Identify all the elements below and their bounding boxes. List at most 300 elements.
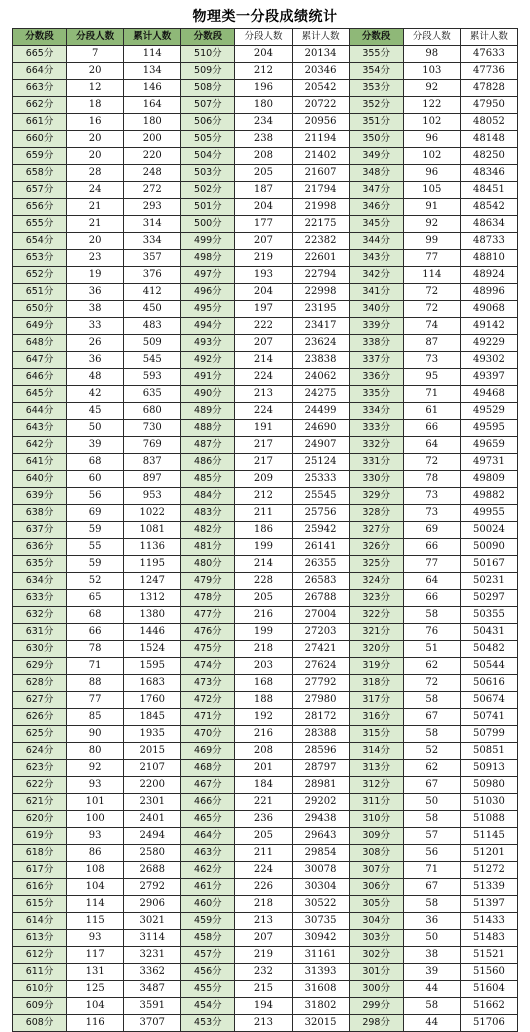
score-range-cell: 653分	[13, 250, 67, 267]
score-range-cell: 641分	[13, 454, 67, 471]
segment-count-cell: 78	[403, 471, 460, 488]
segment-count-cell: 91	[403, 199, 460, 216]
score-range-cell: 459分	[181, 913, 235, 930]
segment-count-cell: 85	[67, 709, 124, 726]
score-range-cell: 481分	[181, 539, 235, 556]
cumulative-count-cell: 50674	[460, 692, 517, 709]
score-range-cell: 309分	[349, 828, 403, 845]
segment-count-cell: 72	[403, 284, 460, 301]
table-row	[13, 607, 518, 624]
score-range-cell: 326分	[349, 539, 403, 556]
cumulative-count-cell: 22175	[292, 216, 349, 233]
score-range-cell: 318分	[349, 675, 403, 692]
score-range-cell: 314分	[349, 743, 403, 760]
header-score-range-2: 分数段	[181, 29, 235, 46]
cumulative-count-cell: 50024	[460, 522, 517, 539]
score-range-cell: 620分	[13, 811, 67, 828]
score-range-cell: 652分	[13, 267, 67, 284]
segment-count-cell: 216	[235, 726, 292, 743]
segment-count-cell: 50	[403, 930, 460, 947]
segment-count-cell: 99	[403, 233, 460, 250]
segment-count-cell: 228	[235, 573, 292, 590]
score-range-cell: 656分	[13, 199, 67, 216]
score-range-cell: 630分	[13, 641, 67, 658]
score-range-cell: 480分	[181, 556, 235, 573]
score-range-cell: 453分	[181, 1015, 235, 1032]
score-range-cell: 492分	[181, 352, 235, 369]
cumulative-count-cell: 51088	[460, 811, 517, 828]
cumulative-count-cell: 50616	[460, 675, 517, 692]
table-row	[13, 760, 518, 777]
score-range-cell: 344分	[349, 233, 403, 250]
score-range-cell: 473分	[181, 675, 235, 692]
table-row	[13, 63, 518, 80]
cumulative-count-cell: 51662	[460, 998, 517, 1015]
segment-count-cell: 77	[67, 692, 124, 709]
segment-count-cell: 192	[235, 709, 292, 726]
score-range-cell: 613分	[13, 930, 67, 947]
segment-count-cell: 77	[403, 250, 460, 267]
score-range-cell: 343分	[349, 250, 403, 267]
score-range-cell: 455分	[181, 981, 235, 998]
segment-count-cell: 208	[235, 148, 292, 165]
cumulative-count-cell: 48148	[460, 131, 517, 148]
cumulative-count-cell: 28596	[292, 743, 349, 760]
segment-count-cell: 72	[403, 454, 460, 471]
score-range-cell: 494分	[181, 318, 235, 335]
segment-count-cell: 77	[403, 556, 460, 573]
score-range-cell: 629分	[13, 658, 67, 675]
cumulative-count-cell: 220	[124, 148, 181, 165]
score-range-cell: 311分	[349, 794, 403, 811]
segment-count-cell: 168	[235, 675, 292, 692]
segment-count-cell: 224	[235, 403, 292, 420]
segment-count-cell: 28	[67, 165, 124, 182]
cumulative-count-cell: 50231	[460, 573, 517, 590]
cumulative-count-cell: 21402	[292, 148, 349, 165]
cumulative-count-cell: 146	[124, 80, 181, 97]
score-range-cell: 651分	[13, 284, 67, 301]
cumulative-count-cell: 49468	[460, 386, 517, 403]
score-range-cell: 304分	[349, 913, 403, 930]
score-range-cell: 624分	[13, 743, 67, 760]
table-row	[13, 216, 518, 233]
segment-count-cell: 62	[403, 760, 460, 777]
segment-count-cell: 208	[235, 743, 292, 760]
segment-count-cell: 93	[67, 930, 124, 947]
cumulative-count-cell: 334	[124, 233, 181, 250]
segment-count-cell: 16	[67, 114, 124, 131]
cumulative-count-cell: 24499	[292, 403, 349, 420]
score-range-cell: 340分	[349, 301, 403, 318]
segment-count-cell: 217	[235, 437, 292, 454]
segment-count-cell: 60	[67, 471, 124, 488]
segment-count-cell: 72	[403, 301, 460, 318]
cumulative-count-cell: 50431	[460, 624, 517, 641]
segment-count-cell: 21	[67, 216, 124, 233]
segment-count-cell: 61	[403, 403, 460, 420]
table-row	[13, 114, 518, 131]
cumulative-count-cell: 48810	[460, 250, 517, 267]
table-row	[13, 913, 518, 930]
segment-count-cell: 186	[235, 522, 292, 539]
segment-count-cell: 102	[403, 114, 460, 131]
score-range-cell: 640分	[13, 471, 67, 488]
cumulative-count-cell: 2200	[124, 777, 181, 794]
score-range-cell: 300分	[349, 981, 403, 998]
segment-count-cell: 194	[235, 998, 292, 1015]
score-range-cell: 336分	[349, 369, 403, 386]
score-range-cell: 635分	[13, 556, 67, 573]
score-range-cell: 355分	[349, 46, 403, 63]
cumulative-count-cell: 3591	[124, 998, 181, 1015]
segment-count-cell: 184	[235, 777, 292, 794]
segment-count-cell: 177	[235, 216, 292, 233]
cumulative-count-cell: 50741	[460, 709, 517, 726]
cumulative-count-cell: 314	[124, 216, 181, 233]
score-range-cell: 649分	[13, 318, 67, 335]
segment-count-cell: 180	[235, 97, 292, 114]
cumulative-count-cell: 1312	[124, 590, 181, 607]
score-range-cell: 321分	[349, 624, 403, 641]
score-range-cell: 661分	[13, 114, 67, 131]
score-range-cell: 639分	[13, 488, 67, 505]
cumulative-count-cell: 31608	[292, 981, 349, 998]
cumulative-count-cell: 1195	[124, 556, 181, 573]
table-row	[13, 828, 518, 845]
cumulative-count-cell: 21194	[292, 131, 349, 148]
segment-count-cell: 88	[67, 675, 124, 692]
cumulative-count-cell: 680	[124, 403, 181, 420]
score-range-cell: 310分	[349, 811, 403, 828]
score-range-cell: 634分	[13, 573, 67, 590]
score-range-cell: 483分	[181, 505, 235, 522]
segment-count-cell: 234	[235, 114, 292, 131]
score-range-cell: 312分	[349, 777, 403, 794]
segment-count-cell: 24	[67, 182, 124, 199]
score-range-cell: 627分	[13, 692, 67, 709]
cumulative-count-cell: 51030	[460, 794, 517, 811]
score-range-cell: 463分	[181, 845, 235, 862]
score-range-cell: 330分	[349, 471, 403, 488]
cumulative-count-cell: 51272	[460, 862, 517, 879]
segment-count-cell: 103	[403, 63, 460, 80]
cumulative-count-cell: 1524	[124, 641, 181, 658]
segment-count-cell: 238	[235, 131, 292, 148]
table-row	[13, 165, 518, 182]
score-range-cell: 508分	[181, 80, 235, 97]
score-range-cell: 299分	[349, 998, 403, 1015]
cumulative-count-cell: 27004	[292, 607, 349, 624]
cumulative-count-cell: 24907	[292, 437, 349, 454]
cumulative-count-cell: 21998	[292, 199, 349, 216]
segment-count-cell: 48	[67, 369, 124, 386]
score-range-cell: 470分	[181, 726, 235, 743]
table-row	[13, 896, 518, 913]
score-range-cell: 456分	[181, 964, 235, 981]
score-range-cell: 346分	[349, 199, 403, 216]
segment-count-cell: 73	[403, 352, 460, 369]
score-range-cell: 467分	[181, 777, 235, 794]
segment-count-cell: 207	[235, 233, 292, 250]
header-cumulative-count-3: 累计人数	[460, 29, 517, 46]
cumulative-count-cell: 509	[124, 335, 181, 352]
cumulative-count-cell: 730	[124, 420, 181, 437]
score-range-cell: 493分	[181, 335, 235, 352]
score-range-cell: 320分	[349, 641, 403, 658]
cumulative-count-cell: 27421	[292, 641, 349, 658]
cumulative-count-cell: 24062	[292, 369, 349, 386]
segment-count-cell: 71	[403, 862, 460, 879]
table-row	[13, 148, 518, 165]
segment-count-cell: 52	[403, 743, 460, 760]
score-range-cell: 353分	[349, 80, 403, 97]
cumulative-count-cell: 50090	[460, 539, 517, 556]
segment-count-cell: 204	[235, 199, 292, 216]
score-range-cell: 341分	[349, 284, 403, 301]
table-row	[13, 624, 518, 641]
score-range-cell: 501分	[181, 199, 235, 216]
table-row	[13, 80, 518, 97]
segment-count-cell: 66	[403, 420, 460, 437]
cumulative-count-cell: 837	[124, 454, 181, 471]
cumulative-count-cell: 23838	[292, 352, 349, 369]
segment-count-cell: 197	[235, 301, 292, 318]
score-range-cell: 485分	[181, 471, 235, 488]
cumulative-count-cell: 51201	[460, 845, 517, 862]
score-range-cell: 657分	[13, 182, 67, 199]
segment-count-cell: 199	[235, 539, 292, 556]
table-row	[13, 420, 518, 437]
cumulative-count-cell: 1683	[124, 675, 181, 692]
table-row	[13, 998, 518, 1015]
score-range-cell: 324分	[349, 573, 403, 590]
table-row	[13, 403, 518, 420]
segment-count-cell: 218	[235, 641, 292, 658]
cumulative-count-cell: 50799	[460, 726, 517, 743]
score-range-cell: 345分	[349, 216, 403, 233]
header-cumulative-count-2: 累计人数	[292, 29, 349, 46]
segment-count-cell: 67	[403, 709, 460, 726]
score-range-cell: 458分	[181, 930, 235, 947]
segment-count-cell: 18	[67, 97, 124, 114]
cumulative-count-cell: 2792	[124, 879, 181, 896]
score-range-cell: 464分	[181, 828, 235, 845]
segment-count-cell: 93	[67, 777, 124, 794]
cumulative-count-cell: 50913	[460, 760, 517, 777]
score-range-cell: 349分	[349, 148, 403, 165]
segment-count-cell: 100	[67, 811, 124, 828]
cumulative-count-cell: 49397	[460, 369, 517, 386]
cumulative-count-cell: 22998	[292, 284, 349, 301]
cumulative-count-cell: 1380	[124, 607, 181, 624]
cumulative-count-cell: 1935	[124, 726, 181, 743]
table-row	[13, 743, 518, 760]
score-range-cell: 621分	[13, 794, 67, 811]
segment-count-cell: 196	[235, 80, 292, 97]
table-row	[13, 301, 518, 318]
cumulative-count-cell: 20346	[292, 63, 349, 80]
segment-count-cell: 20	[67, 63, 124, 80]
segment-count-cell: 80	[67, 743, 124, 760]
segment-count-cell: 211	[235, 845, 292, 862]
cumulative-count-cell: 48052	[460, 114, 517, 131]
table-row	[13, 505, 518, 522]
cumulative-count-cell: 24275	[292, 386, 349, 403]
segment-count-cell: 51	[403, 641, 460, 658]
table-row	[13, 692, 518, 709]
segment-count-cell: 59	[67, 556, 124, 573]
cumulative-count-cell: 897	[124, 471, 181, 488]
score-range-cell: 625分	[13, 726, 67, 743]
segment-count-cell: 215	[235, 981, 292, 998]
table-row	[13, 709, 518, 726]
score-range-cell: 665分	[13, 46, 67, 63]
segment-count-cell: 201	[235, 760, 292, 777]
cumulative-count-cell: 593	[124, 369, 181, 386]
cumulative-count-cell: 49955	[460, 505, 517, 522]
cumulative-count-cell: 2906	[124, 896, 181, 913]
score-range-cell: 477分	[181, 607, 235, 624]
segment-count-cell: 213	[235, 1015, 292, 1032]
cumulative-count-cell: 1760	[124, 692, 181, 709]
segment-count-cell: 226	[235, 879, 292, 896]
score-range-cell: 503分	[181, 165, 235, 182]
cumulative-count-cell: 49595	[460, 420, 517, 437]
cumulative-count-cell: 2688	[124, 862, 181, 879]
cumulative-count-cell: 22601	[292, 250, 349, 267]
cumulative-count-cell: 49529	[460, 403, 517, 420]
segment-count-cell: 116	[67, 1015, 124, 1032]
cumulative-count-cell: 450	[124, 301, 181, 318]
table-row	[13, 573, 518, 590]
cumulative-count-cell: 2301	[124, 794, 181, 811]
table-row	[13, 97, 518, 114]
table-row	[13, 964, 518, 981]
segment-count-cell: 224	[235, 862, 292, 879]
segment-count-cell: 73	[403, 488, 460, 505]
table-row	[13, 811, 518, 828]
table-row	[13, 641, 518, 658]
segment-count-cell: 52	[67, 573, 124, 590]
segment-count-cell: 92	[403, 216, 460, 233]
segment-count-cell: 58	[403, 692, 460, 709]
segment-count-cell: 44	[403, 1015, 460, 1032]
cumulative-count-cell: 3487	[124, 981, 181, 998]
score-range-cell: 303分	[349, 930, 403, 947]
score-range-cell: 497分	[181, 267, 235, 284]
cumulative-count-cell: 31393	[292, 964, 349, 981]
score-range-cell: 319分	[349, 658, 403, 675]
segment-count-cell: 19	[67, 267, 124, 284]
score-range-cell: 338分	[349, 335, 403, 352]
score-range-cell: 646分	[13, 369, 67, 386]
segment-count-cell: 72	[403, 675, 460, 692]
segment-count-cell: 92	[67, 760, 124, 777]
segment-count-cell: 58	[403, 998, 460, 1015]
segment-count-cell: 65	[67, 590, 124, 607]
segment-count-cell: 104	[67, 998, 124, 1015]
table-row	[13, 539, 518, 556]
cumulative-count-cell: 2401	[124, 811, 181, 828]
table-row	[13, 981, 518, 998]
table-row	[13, 862, 518, 879]
cumulative-count-cell: 26788	[292, 590, 349, 607]
segment-count-cell: 68	[67, 454, 124, 471]
header-segment-count-3: 分段人数	[403, 29, 460, 46]
segment-count-cell: 131	[67, 964, 124, 981]
cumulative-count-cell: 29854	[292, 845, 349, 862]
cumulative-count-cell: 769	[124, 437, 181, 454]
segment-count-cell: 50	[403, 794, 460, 811]
segment-count-cell: 98	[403, 46, 460, 63]
segment-count-cell: 87	[403, 335, 460, 352]
cumulative-count-cell: 50482	[460, 641, 517, 658]
segment-count-cell: 7	[67, 46, 124, 63]
score-range-cell: 486分	[181, 454, 235, 471]
score-range-cell: 663分	[13, 80, 67, 97]
score-range-cell: 496分	[181, 284, 235, 301]
cumulative-count-cell: 27792	[292, 675, 349, 692]
score-range-cell: 650分	[13, 301, 67, 318]
segment-count-cell: 114	[403, 267, 460, 284]
segment-count-cell: 36	[67, 284, 124, 301]
table-row	[13, 199, 518, 216]
segment-count-cell: 199	[235, 624, 292, 641]
cumulative-count-cell: 28981	[292, 777, 349, 794]
score-range-cell: 328分	[349, 505, 403, 522]
score-range-cell: 322分	[349, 607, 403, 624]
cumulative-count-cell: 50167	[460, 556, 517, 573]
segment-count-cell: 69	[67, 505, 124, 522]
cumulative-count-cell: 2015	[124, 743, 181, 760]
cumulative-count-cell: 272	[124, 182, 181, 199]
table-row	[13, 879, 518, 896]
cumulative-count-cell: 545	[124, 352, 181, 369]
cumulative-count-cell: 25756	[292, 505, 349, 522]
cumulative-count-cell: 50297	[460, 590, 517, 607]
score-range-cell: 298分	[349, 1015, 403, 1032]
cumulative-count-cell: 26141	[292, 539, 349, 556]
score-range-cell: 350分	[349, 131, 403, 148]
score-range-cell: 476分	[181, 624, 235, 641]
score-range-cell: 617分	[13, 862, 67, 879]
score-range-cell: 466分	[181, 794, 235, 811]
score-range-cell: 491分	[181, 369, 235, 386]
cumulative-count-cell: 51604	[460, 981, 517, 998]
segment-count-cell: 95	[403, 369, 460, 386]
segment-count-cell: 20	[67, 131, 124, 148]
score-range-cell: 468分	[181, 760, 235, 777]
segment-count-cell: 232	[235, 964, 292, 981]
segment-count-cell: 96	[403, 165, 460, 182]
score-range-cell: 612分	[13, 947, 67, 964]
score-range-cell: 306分	[349, 879, 403, 896]
cumulative-count-cell: 27980	[292, 692, 349, 709]
cumulative-count-cell: 114	[124, 46, 181, 63]
cumulative-count-cell: 20956	[292, 114, 349, 131]
score-range-cell: 500分	[181, 216, 235, 233]
score-range-cell: 479分	[181, 573, 235, 590]
header-segment-count-1: 分段人数	[67, 29, 124, 46]
table-row	[13, 675, 518, 692]
segment-count-cell: 115	[67, 913, 124, 930]
segment-count-cell: 90	[67, 726, 124, 743]
score-range-cell: 645分	[13, 386, 67, 403]
score-range-cell: 333分	[349, 420, 403, 437]
segment-count-cell: 23	[67, 250, 124, 267]
score-range-cell: 351分	[349, 114, 403, 131]
